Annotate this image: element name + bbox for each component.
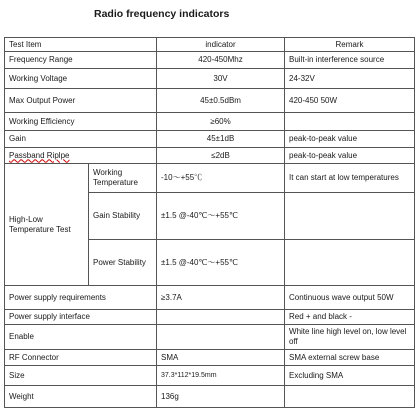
row-item: Working Efficiency [5, 113, 157, 131]
row-indicator: ≥3.7A [157, 286, 285, 310]
header-remark: Remark [285, 38, 415, 52]
table-row [5, 286, 415, 310]
row-item: RF Connector [5, 350, 157, 366]
row-item: Power supply requirements [5, 286, 157, 310]
passband-ripple-label: Passband Riplpe [9, 150, 70, 160]
row-remark: 24-32V [285, 69, 415, 89]
table-row [5, 89, 415, 113]
row-remark: SMA external screw base [285, 350, 415, 366]
table-row [5, 69, 415, 89]
row-item: Power supply interface [5, 310, 157, 325]
row-item [5, 148, 157, 164]
row-remark: 420-450 50W [285, 89, 415, 113]
row-indicator [157, 325, 285, 350]
header-test-item: Test Item [5, 38, 157, 52]
row-remark: Continuous wave output 50W [285, 286, 415, 310]
table-row [5, 131, 415, 148]
row-remark: peak-to-peak value [285, 131, 415, 148]
row-indicator: 420-450Mhz [157, 52, 285, 69]
table-row [5, 164, 415, 193]
sub-item-power-stability: Power Stability [89, 240, 157, 286]
table-row [5, 386, 415, 408]
row-remark: White line high level on, low level off [285, 325, 415, 350]
row-item-high-low-temperature: High-Low Temperature Test [5, 164, 89, 286]
row-indicator: ≤2dB [157, 148, 285, 164]
row-remark [285, 240, 415, 286]
specification-table [4, 37, 415, 408]
row-indicator: 45±1dB [157, 131, 285, 148]
row-indicator: SMA [157, 350, 285, 366]
row-remark: It can start at low temperatures [285, 164, 415, 193]
row-indicator: ±1.5 @-40℃～+55℃ [157, 193, 285, 240]
sub-item-gain-stability: Gain Stability [89, 193, 157, 240]
row-indicator: ≥60% [157, 113, 285, 131]
row-item: Gain [5, 131, 157, 148]
row-item: Weight [5, 386, 157, 408]
row-indicator: 136g [157, 386, 285, 408]
table-row [5, 366, 415, 386]
row-remark [285, 113, 415, 131]
row-indicator [157, 310, 285, 325]
row-indicator: 37.3*112*19.5mm [157, 366, 285, 386]
table-row [5, 148, 415, 164]
sub-item-working-temperature: Working Temperature [89, 164, 157, 193]
row-remark [285, 193, 415, 240]
row-remark: Built-in interference source [285, 52, 415, 69]
row-remark: Excluding SMA [285, 366, 415, 386]
table-row [5, 310, 415, 325]
row-remark: peak-to-peak value [285, 148, 415, 164]
row-item: Max Output Power [5, 89, 157, 113]
table-row [5, 350, 415, 366]
document-title: Radio frequency indicators [94, 8, 230, 20]
row-indicator: 45±0.5dBm [157, 89, 285, 113]
table-row [5, 52, 415, 69]
row-item: Frequency Range [5, 52, 157, 69]
row-remark [285, 386, 415, 408]
row-indicator: 30V [157, 69, 285, 89]
row-indicator: -10～+55℃ [157, 164, 285, 193]
row-indicator: ±1.5 @-40℃～+55℃ [157, 240, 285, 286]
table-row [5, 113, 415, 131]
row-item: Size [5, 366, 157, 386]
table-header-row [5, 38, 415, 52]
row-item: Working Voltage [5, 69, 157, 89]
table-row [5, 325, 415, 350]
header-indicator: indicator [157, 38, 285, 52]
row-item: Enable [5, 325, 157, 350]
row-remark: Red + and black - [285, 310, 415, 325]
